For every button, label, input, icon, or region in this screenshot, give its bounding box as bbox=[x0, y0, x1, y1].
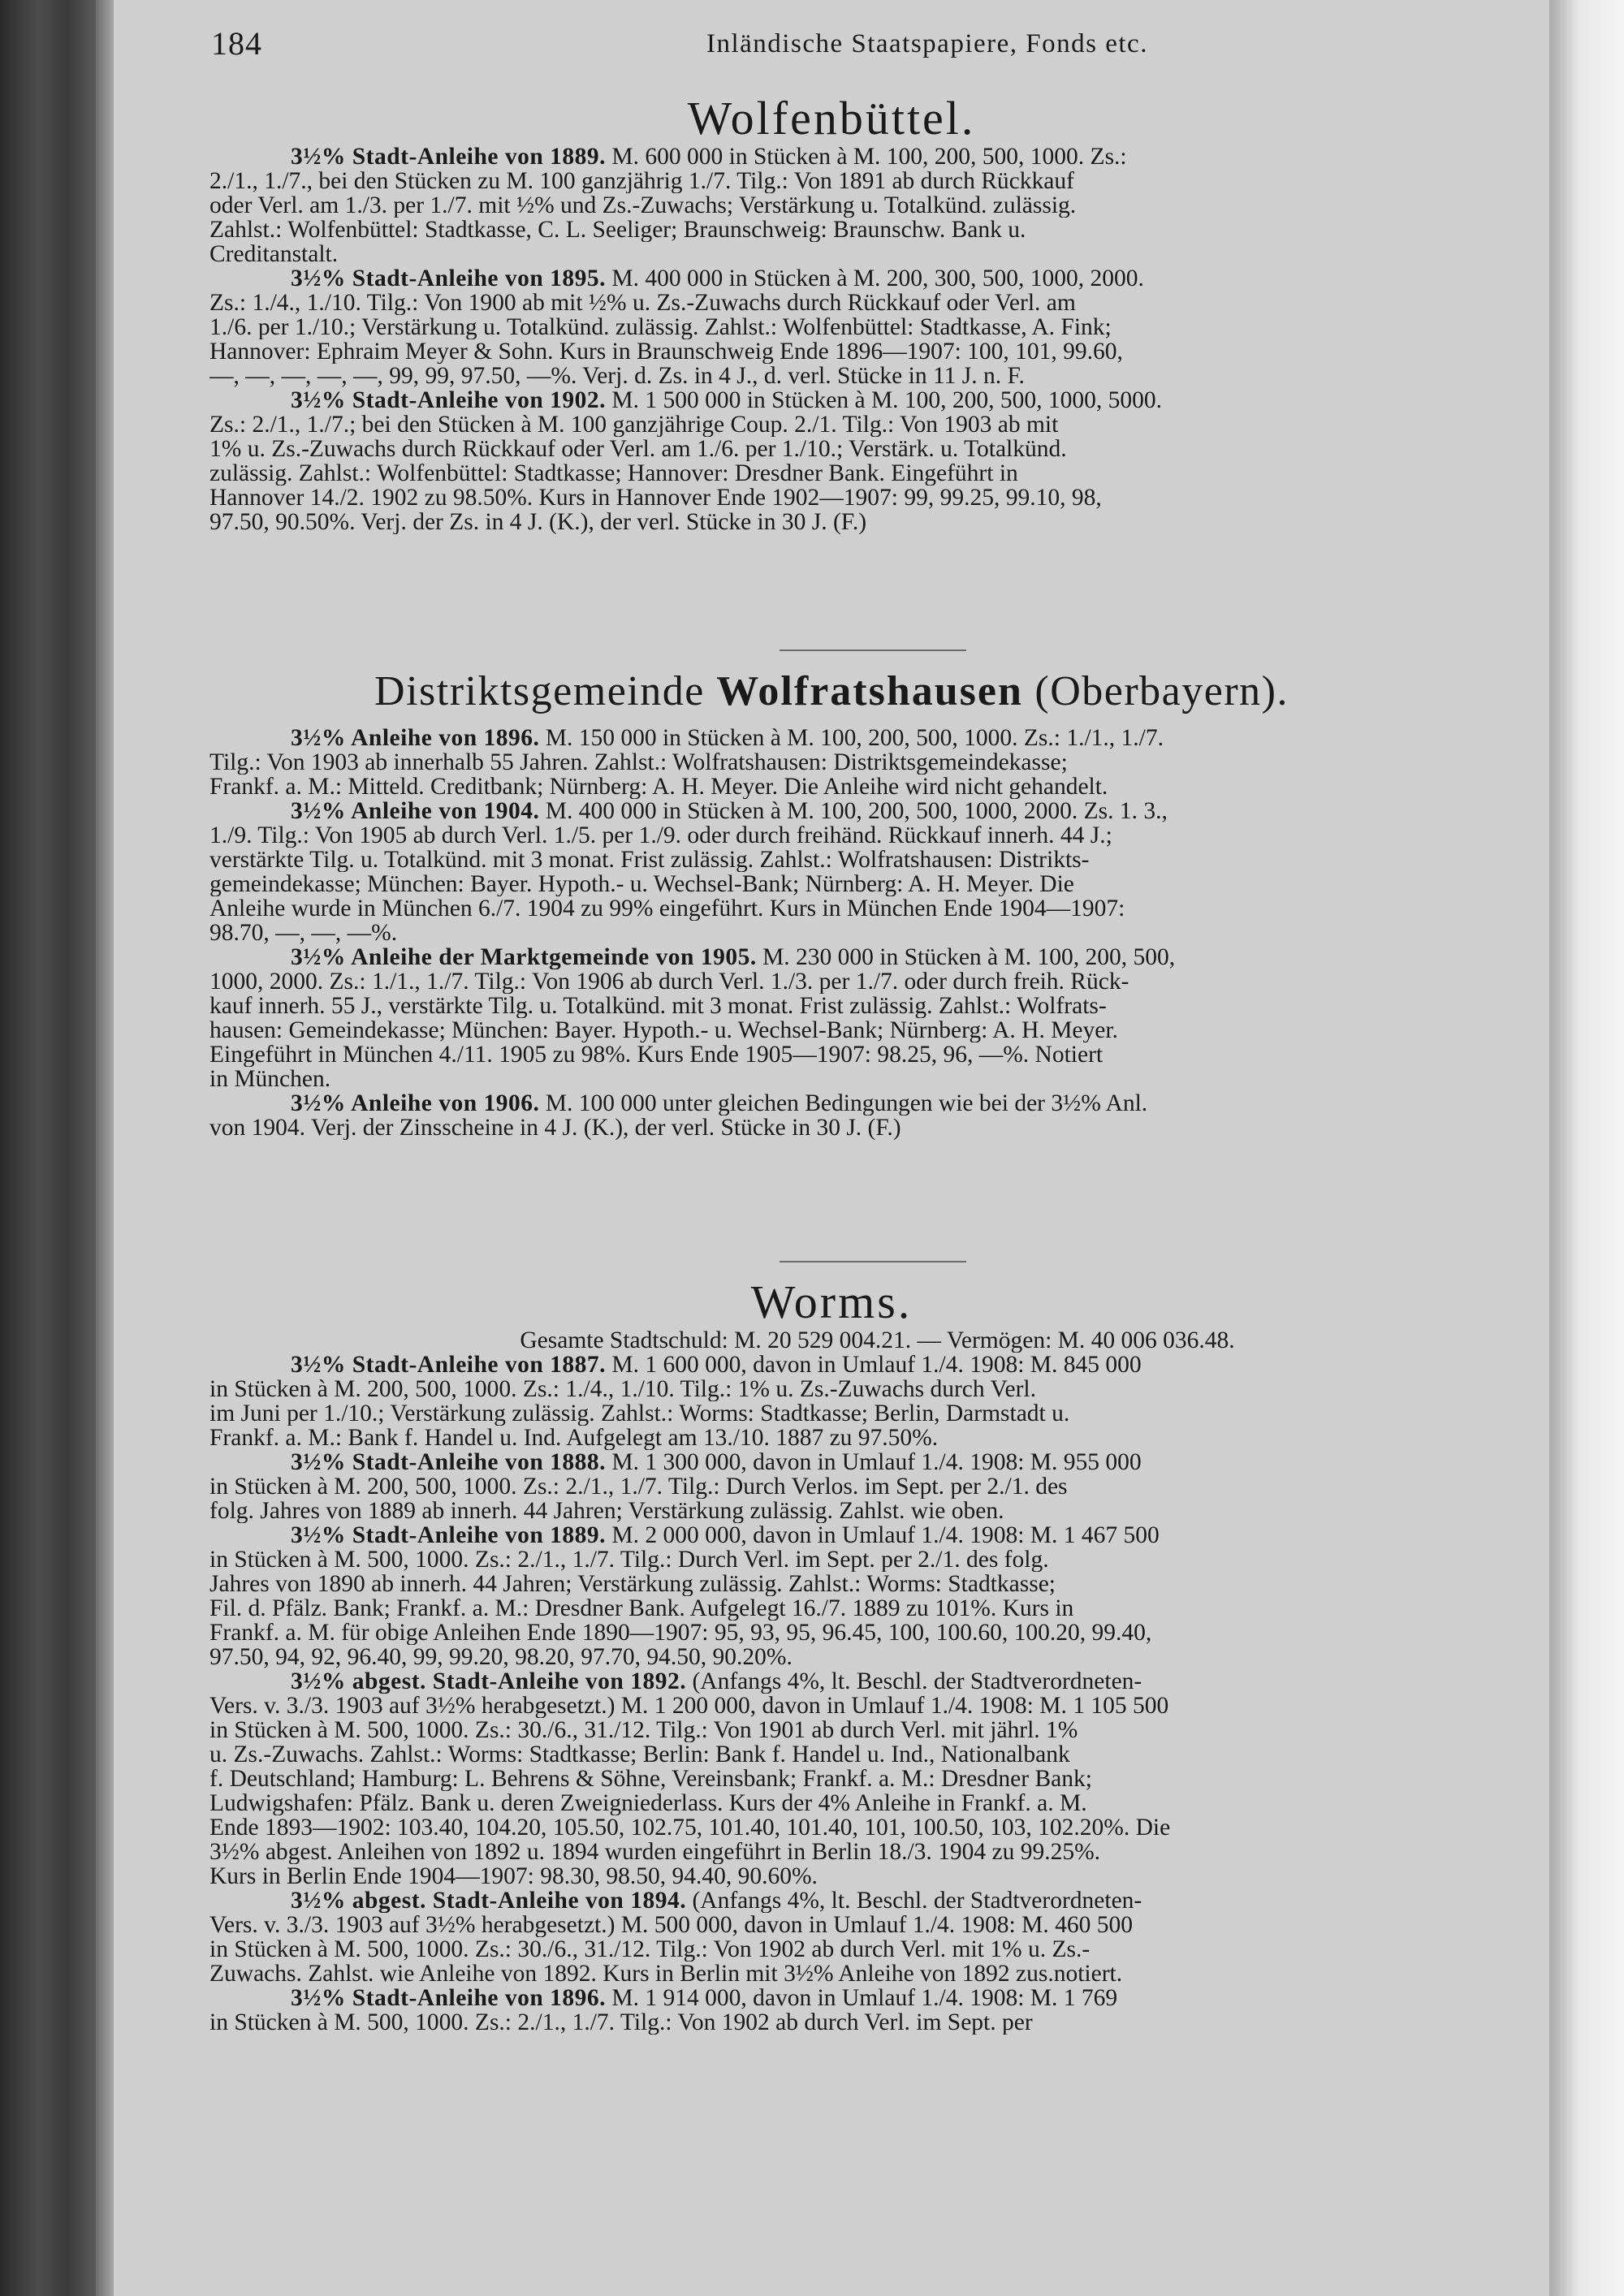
paragraph-line: Eingeführt in München 4./11. 1905 zu 98%. Kurs Ende 1905—1907: 98.25, 96, —%. Notiert bbox=[209, 1042, 1104, 1067]
paragraph-line: 98.70, —, —, —%. bbox=[209, 921, 398, 945]
binding-edge bbox=[96, 0, 114, 2296]
paragraph-heading: 3½% abgest. Stadt-Anleihe von 1892. bbox=[291, 1669, 687, 1694]
page-number: 184 bbox=[211, 25, 262, 62]
paragraph-line: Frankf. a. M. für obige Anleihen Ende 1890—1907: 95, 93, 95, 96.45, 100, 100.60, 100.20, 99.40, bbox=[209, 1621, 1152, 1645]
paragraph-heading: 3½% Stadt-Anleihe von 1889. bbox=[291, 145, 607, 169]
paragraph-line: gemeindekasse; München: Bayer. Hypoth.- u. Wechsel-Bank; Nürnberg: A. H. Meyer. Die bbox=[209, 872, 1074, 896]
paragraph-line: Zuwachs. Zahlst. wie Anleihe von 1892. Kurs in Berlin mit 3½% Anleihe von 1892 zus.notiert. bbox=[209, 1962, 1123, 1986]
paragraph-line: 3½% Stadt-Anleihe von 1888. M. 1 300 000, davon in Umlauf 1./4. 1908: M. 955 000 bbox=[291, 1450, 1142, 1474]
paragraph-line: kauf innerh. 55 J., verstärkte Tilg. u. Totalkünd. mit 3 monat. Frist zulässig. Zahlst.: Wolfrats- bbox=[209, 994, 1107, 1018]
section-title-wolfenbuettel: Wolfenbüttel. bbox=[687, 92, 976, 145]
paragraph-line: 1./6. per 1./10.; Verstärkung u. Totalkünd. zulässig. Zahlst.: Wolfenbüttel: Stadtkasse, A. Fink; bbox=[209, 315, 1112, 339]
debt-summary: Gesamte Stadtschuld: M. 20 529 004.21. — Vermögen: M. 40 006 036.48. bbox=[520, 1328, 1235, 1353]
paragraph-line: Zs.: 2./1., 1./7.; bei den Stücken à M. 100 ganzjährige Coup. 2./1. Tilg.: Von 1903 ab mit bbox=[209, 412, 1059, 437]
paragraph-line: 3½% abgest. Stadt-Anleihe von 1894. (Anfangs 4%, lt. Beschl. der Stadtverordneten- bbox=[291, 1888, 1142, 1913]
paragraph-line: 3½% Anleihe der Marktgemeinde von 1905. M. 230 000 in Stücken à M. 100, 200, 500, bbox=[291, 945, 1176, 969]
paragraph-line: Jahres von 1890 ab innerh. 44 Jahren; Verstärkung zulässig. Zahlst.: Worms: Stadtkasse; bbox=[209, 1572, 1056, 1596]
paragraph-line: in München. bbox=[209, 1067, 331, 1091]
section-divider bbox=[780, 650, 966, 651]
paragraph-heading: 3½% Anleihe von 1904. bbox=[291, 799, 540, 823]
paragraph-line: Vers. v. 3./3. 1903 auf 3½% herabgesetzt.) M. 1 200 000, davon in Umlauf 1./4. 1908: M. 1 105 500 bbox=[209, 1694, 1169, 1718]
paragraph-line: 3½% Anleihe von 1904. M. 400 000 in Stücken à M. 100, 200, 500, 1000, 2000. Zs. 1. 3., bbox=[291, 799, 1168, 823]
paragraph-line: in Stücken à M. 500, 1000. Zs.: 2./1., 1./7. Tilg.: Durch Verl. im Sept. per 2./1. des folg. bbox=[209, 1547, 1049, 1572]
section-body-wolfenbuettel bbox=[209, 145, 1545, 534]
paragraph-line: —, —, —, —, —, 99, 99, 97.50, —%. Verj. d. Zs. in 4 J., d. verl. Stücke in 11 J. n. F. bbox=[209, 364, 1025, 388]
paragraph-line: 1./9. Tilg.: Von 1905 ab durch Verl. 1./5. per 1./9. oder durch freihänd. Rückkauf innerh. 44 J.; bbox=[209, 823, 1112, 848]
paragraph-heading: 3½% Stadt-Anleihe von 1887. bbox=[291, 1353, 607, 1377]
section-body-worms bbox=[209, 1328, 1545, 2035]
paragraph-heading: 3½% Stadt-Anleihe von 1889. bbox=[291, 1523, 607, 1547]
paragraph-line: hausen: Gemeindekasse; München: Bayer. Hypoth.- u. Wechsel-Bank; Nürnberg: A. H. Meyer. bbox=[209, 1018, 1118, 1042]
paragraph-line: Hannover: Ephraim Meyer & Sohn. Kurs in Braunschweig Ende 1896—1907: 100, 101, 99.60, bbox=[209, 339, 1123, 364]
paragraph-line: in Stücken à M. 500, 1000. Zs.: 2./1., 1./7. Tilg.: Von 1902 ab durch Verl. im Sept. per bbox=[209, 2010, 1033, 2035]
paragraph-line: Hannover 14./2. 1902 zu 98.50%. Kurs in Hannover Ende 1902—1907: 99, 99.25, 99.10, 98, bbox=[209, 486, 1102, 510]
paragraph-line: von 1904. Verj. der Zinsscheine in 4 J. (K.), der verl. Stücke in 30 J. (F.) bbox=[209, 1116, 901, 1140]
paragraph-line: in Stücken à M. 200, 500, 1000. Zs.: 2./1., 1./7. Tilg.: Durch Verlos. im Sept. per 2./1. des bbox=[209, 1474, 1068, 1499]
paragraph-line: 97.50, 94, 92, 96.40, 99, 99.20, 98.20, 97.70, 94.50, 90.20%. bbox=[209, 1645, 793, 1669]
paragraph-heading: 3½% Anleihe der Marktgemeinde von 1905. bbox=[291, 945, 757, 969]
paragraph-line: Kurs in Berlin Ende 1904—1907: 98.30, 98.50, 94.40, 90.60%. bbox=[209, 1864, 818, 1888]
section-title-wolfratshausen: Distriktsgemeinde Wolfratshausen (Oberbayern). bbox=[374, 668, 1289, 714]
paragraph-line: 1000, 2000. Zs.: 1./1., 1./7. Tilg.: Von 1906 ab durch Verl. 1./3. per 1./7. oder durch freih. Rück- bbox=[209, 969, 1129, 994]
paragraph-line: Frankf. a. M.: Bank f. Handel u. Ind. Aufgelegt am 13./10. 1887 zu 97.50%. bbox=[209, 1426, 939, 1450]
paragraph-line: f. Deutschland; Hamburg: L. Behrens & Söhne, Vereinsbank; Frankf. a. M.: Dresdner Bank; bbox=[209, 1767, 1092, 1791]
paragraph-line: folg. Jahres von 1889 ab innerh. 44 Jahren; Verstärkung zulässig. Zahlst. wie oben. bbox=[209, 1499, 1004, 1523]
paragraph-line: verstärkte Tilg. u. Totalkünd. mit 3 monat. Frist zulässig. Zahlst.: Wolfratshausen: Distrikts- bbox=[209, 848, 1090, 872]
paragraph-line: Vers. v. 3./3. 1903 auf 3½% herabgesetzt.) M. 500 000, davon in Umlauf 1./4. 1908: M. 460 500 bbox=[209, 1913, 1133, 1937]
page-edge bbox=[1549, 0, 1624, 2296]
paragraph-heading: 3½% Stadt-Anleihe von 1895. bbox=[291, 266, 607, 291]
paragraph-line: Anleihe wurde in München 6./7. 1904 zu 99% eingeführt. Kurs in München Ende 1904—1907: bbox=[209, 896, 1125, 921]
section-divider bbox=[780, 1261, 966, 1262]
paragraph-line: Ludwigshafen: Pfälz. Bank u. deren Zweigniederlass. Kurs der 4% Anleihe in Frankf. a. M. bbox=[209, 1791, 1087, 1815]
paragraph-line: in Stücken à M. 200, 500, 1000. Zs.: 1./4., 1./10. Tilg.: 1% u. Zs.-Zuwachs durch Verl. bbox=[209, 1377, 1036, 1401]
section-body-wolfratshausen bbox=[209, 726, 1545, 1140]
paragraph-line: Fil. d. Pfälz. Bank; Frankf. a. M.: Dresdner Bank. Aufgelegt 16./7. 1889 zu 101%. Kurs in bbox=[209, 1596, 1074, 1621]
paragraph-heading: 3½% Stadt-Anleihe von 1902. bbox=[291, 388, 607, 412]
paragraph-line: 3½% Stadt-Anleihe von 1902. M. 1 500 000 in Stücken à M. 100, 200, 500, 1000, 5000. bbox=[291, 388, 1163, 412]
paragraph-line: Creditanstalt. bbox=[209, 242, 339, 266]
paragraph-line: 3½% Stadt-Anleihe von 1889. M. 2 000 000, davon in Umlauf 1./4. 1908: M. 1 467 500 bbox=[291, 1523, 1160, 1547]
paragraph-line: 3½% abgest. Anleihen von 1892 u. 1894 wurden eingeführt in Berlin 18./3. 1904 zu 99.25%. bbox=[209, 1840, 1101, 1864]
paragraph-line: 3½% abgest. Stadt-Anleihe von 1892. (Anfangs 4%, lt. Beschl. der Stadtverordneten- bbox=[291, 1669, 1142, 1694]
paragraph-line: Frankf. a. M.: Mitteld. Creditbank; Nürnberg: A. H. Meyer. Die Anleihe wird nicht gehandelt. bbox=[209, 775, 1108, 799]
paragraph-line: oder Verl. am 1./3. per 1./7. mit ½% und Zs.-Zuwachs; Verstärkung u. Totalkünd. zulässig. bbox=[209, 193, 1077, 218]
paragraph-line: im Juni per 1./10.; Verstärkung zulässig. Zahlst.: Worms: Stadtkasse; Berlin, Darmstadt u. bbox=[209, 1401, 1070, 1426]
paragraph-line: Zs.: 1./4., 1./10. Tilg.: Von 1900 ab mit ½% u. Zs.-Zuwachs durch Rückkauf oder Verl. am bbox=[209, 291, 1076, 315]
paragraph-line: 3½% Anleihe von 1896. M. 150 000 in Stücken à M. 100, 200, 500, 1000. Zs.: 1./1., 1./7. bbox=[291, 726, 1164, 750]
paragraph-line: 3½% Stadt-Anleihe von 1887. M. 1 600 000, davon in Umlauf 1./4. 1908: M. 845 000 bbox=[291, 1353, 1142, 1377]
paragraph-heading: 3½% Stadt-Anleihe von 1888. bbox=[291, 1450, 607, 1474]
paragraph-heading: 3½% Anleihe von 1896. bbox=[291, 726, 540, 750]
paragraph-line: in Stücken à M. 500, 1000. Zs.: 30./6., 31./12. Tilg.: Von 1901 ab durch Verl. mit jährl. 1% bbox=[209, 1718, 1078, 1742]
paragraph-line: 3½% Stadt-Anleihe von 1896. M. 1 914 000, davon in Umlauf 1./4. 1908: M. 1 769 bbox=[291, 1986, 1118, 2010]
paragraph-line: 1% u. Zs.-Zuwachs durch Rückkauf oder Verl. am 1./6. per 1./10.; Verstärk. u. Totalkünd. bbox=[209, 437, 1067, 461]
page bbox=[114, 0, 1549, 2296]
paragraph-line: u. Zs.-Zuwachs. Zahlst.: Worms: Stadtkasse; Berlin: Bank f. Handel u. Ind., Nationalbank bbox=[209, 1742, 1070, 1767]
paragraph-heading: 3½% abgest. Stadt-Anleihe von 1894. bbox=[291, 1888, 687, 1913]
paragraph-line: 3½% Stadt-Anleihe von 1889. M. 600 000 in Stücken à M. 100, 200, 500, 1000. Zs.: bbox=[291, 145, 1127, 169]
section-title-worms: Worms. bbox=[750, 1275, 913, 1328]
running-head: Inländische Staatspapiere, Fonds etc. bbox=[706, 29, 1148, 58]
paragraph-line: 97.50, 90.50%. Verj. der Zs. in 4 J. (K.), der verl. Stücke in 30 J. (F.) bbox=[209, 510, 867, 534]
paragraph-line: Ende 1893—1902: 103.40, 104.20, 105.50, 102.75, 101.40, 101.40, 101, 100.50, 103, 102.20%. Die bbox=[209, 1815, 1171, 1840]
page-header bbox=[211, 24, 1543, 65]
paragraph-line: 3½% Stadt-Anleihe von 1895. M. 400 000 in Stücken à M. 200, 300, 500, 1000, 2000. bbox=[291, 266, 1144, 291]
paragraph-heading: 3½% Stadt-Anleihe von 1896. bbox=[291, 1986, 607, 2010]
paragraph-line: 2./1., 1./7., bei den Stücken zu M. 100 ganzjährig 1./7. Tilg.: Von 1891 ab durch Rückkauf bbox=[209, 169, 1074, 193]
paragraph-line: zulässig. Zahlst.: Wolfenbüttel: Stadtkasse; Hannover: Dresdner Bank. Eingeführt in bbox=[209, 461, 1018, 486]
paragraph-heading: 3½% Anleihe von 1906. bbox=[291, 1091, 540, 1116]
paragraph-line: in Stücken à M. 500, 1000. Zs.: 30./6., 31./12. Tilg.: Von 1902 ab durch Verl. mit 1% u. Zs.- bbox=[209, 1937, 1091, 1962]
paragraph-line: Zahlst.: Wolfenbüttel: Stadtkasse, C. L. Seeliger; Braunschweig: Braunschw. Bank u. bbox=[209, 218, 1026, 242]
paragraph-line: 3½% Anleihe von 1906. M. 100 000 unter gleichen Bedingungen wie bei der 3½% Anl. bbox=[291, 1091, 1148, 1116]
paragraph-line: Tilg.: Von 1903 ab innerhalb 55 Jahren. Zahlst.: Wolfratshausen: Distriktsgemeindekasse; bbox=[209, 750, 1068, 775]
